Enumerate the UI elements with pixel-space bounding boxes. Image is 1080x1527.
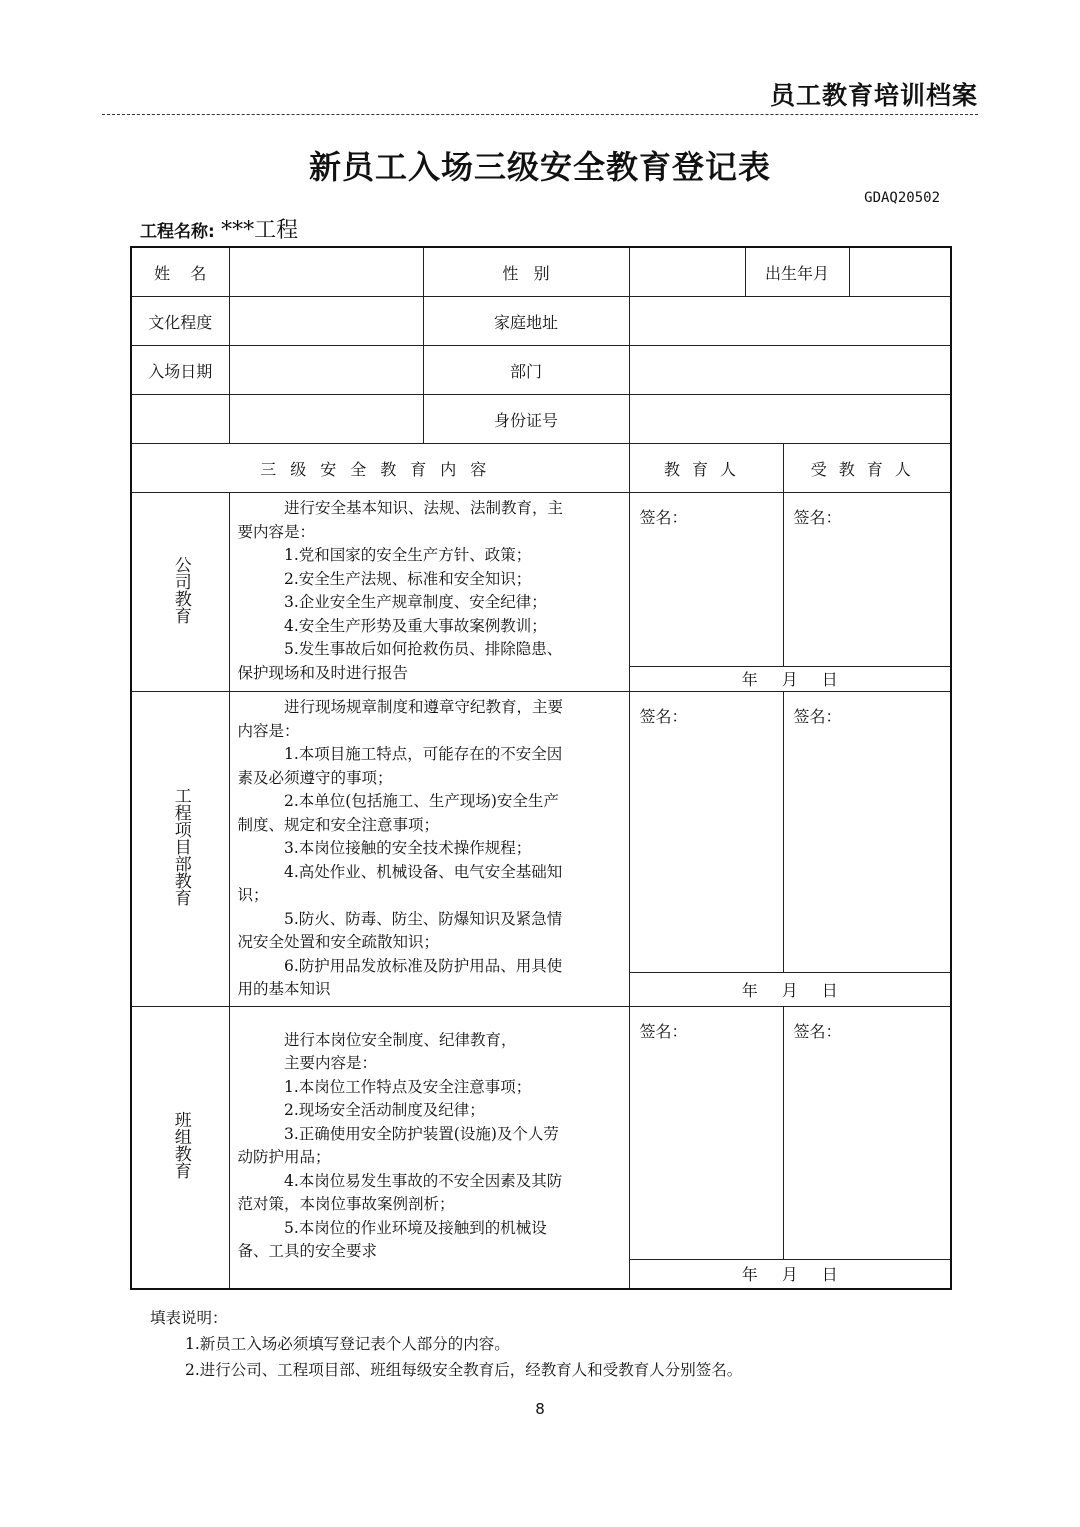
- company-education-date[interactable]: 年 月 日: [629, 666, 951, 691]
- project-name-label: 工程名称:: [140, 222, 215, 242]
- gender-field[interactable]: [629, 247, 745, 297]
- company-education-label: 公司教育: [131, 493, 229, 692]
- project-education-date[interactable]: 年 月 日: [629, 972, 951, 1006]
- birth-label: 出生年月: [745, 247, 849, 297]
- home-address-field[interactable]: [629, 297, 951, 346]
- project-trainee-signature[interactable]: 签名：: [783, 692, 951, 973]
- info-row-1: [131, 247, 951, 297]
- id-number-label: 身份证号: [423, 395, 629, 444]
- project-name-value: ***工程: [221, 218, 299, 243]
- id-number-field[interactable]: [629, 395, 951, 444]
- project-education-label: 工程项目部教育: [131, 692, 229, 1007]
- note-item: 1.新员工入场必须填写登记表个人部分的内容。: [185, 1335, 510, 1353]
- birth-field[interactable]: [849, 247, 951, 297]
- department-field[interactable]: [629, 346, 951, 395]
- team-education-row: [131, 1006, 951, 1259]
- page-number: 8: [535, 1400, 545, 1418]
- entry-date-label: 入场日期: [131, 346, 229, 395]
- header-divider: [102, 114, 978, 115]
- education-header-row: [131, 444, 951, 493]
- archive-header-title: 员工教育培训档案: [769, 81, 978, 110]
- info-row-3: [131, 346, 951, 395]
- education-level-label: 文化程度: [131, 297, 229, 346]
- trainee-header: 受教育人: [783, 444, 951, 493]
- company-trainee-signature[interactable]: 签名：: [783, 493, 951, 667]
- company-educator-signature[interactable]: 签名：: [629, 493, 783, 667]
- educator-header: 教育人: [629, 444, 783, 493]
- form-code: GDAQ20502: [864, 190, 940, 206]
- entry-date-field[interactable]: [229, 346, 423, 395]
- education-content-header: 三级安全教育内容: [131, 444, 629, 493]
- team-education-label: 班组教育: [131, 1006, 229, 1289]
- name-label: 姓 名: [131, 247, 229, 297]
- department-label: 部门: [423, 346, 629, 395]
- name-field[interactable]: [229, 247, 423, 297]
- form-notes: [150, 1305, 742, 1383]
- education-level-field[interactable]: [229, 297, 423, 346]
- note-item: 2.进行公司、工程项目部、班组每级安全教育后，经教育人和受教育人分别签名。: [185, 1361, 743, 1379]
- project-education-content: 进行现场规章制度和遵章守纪教育，主要 内容是： 1.本项目施工特点，可能存在的不安全因 素及必须遵守的事项； 2.本单位(包括施工、生产现场)安全生产 制度、规定和安全注意事项； 3.本岗位接触的安全技术操作规程； 4.高处作业、机械设备、电气安全基础知 识； 5.防火、防毒、防尘、防爆知识及紧急情 况安全处置和安全疏散知识； 6.防护用品发放标准及防护用品、用具使 用的基本知识: [229, 692, 629, 1007]
- team-education-date[interactable]: 年 月 日: [629, 1259, 951, 1289]
- blank-field-cell[interactable]: [229, 395, 423, 444]
- company-education-content: 进行安全基本知识、法规、法制教育，主 要内容是： 1.党和国家的安全生产方针、政策； 2.安全生产法规、标准和安全知识； 3.企业安全生产规章制度、安全纪律； 4.安全生产形势及重大事故案例教训； 5.发生事故后如何抢救伤员、排除隐患、 保护现场和及时进行报告: [229, 493, 629, 692]
- project-educator-signature[interactable]: 签名：: [629, 692, 783, 973]
- form-title: 新员工入场三级安全教育登记表: [308, 148, 771, 186]
- company-education-row: [131, 493, 951, 667]
- notes-title: 填表说明：: [150, 1309, 228, 1327]
- gender-label: 性 别: [423, 247, 629, 297]
- project-name-line: [140, 213, 298, 244]
- team-education-content: 进行本岗位安全制度、纪律教育， 主要内容是： 1.本岗位工作特点及安全注意事项； 2.现场安全活动制度及纪律； 3.正确使用安全防护装置(设施)及个人劳 动防护用品； 4.本岗位易发生事故的不安全因素及其防 范对策，本岗位事故案例剖析； 5.本岗位的作业环境及接触到的机械设 备、工具的安全要求: [229, 1006, 629, 1289]
- info-row-2: [131, 297, 951, 346]
- blank-label-cell: [131, 395, 229, 444]
- team-trainee-signature[interactable]: 签名：: [783, 1006, 951, 1259]
- team-educator-signature[interactable]: 签名：: [629, 1006, 783, 1259]
- info-row-4: [131, 395, 951, 444]
- project-education-row: [131, 692, 951, 973]
- home-address-label: 家庭地址: [423, 297, 629, 346]
- registration-table: [130, 246, 952, 1290]
